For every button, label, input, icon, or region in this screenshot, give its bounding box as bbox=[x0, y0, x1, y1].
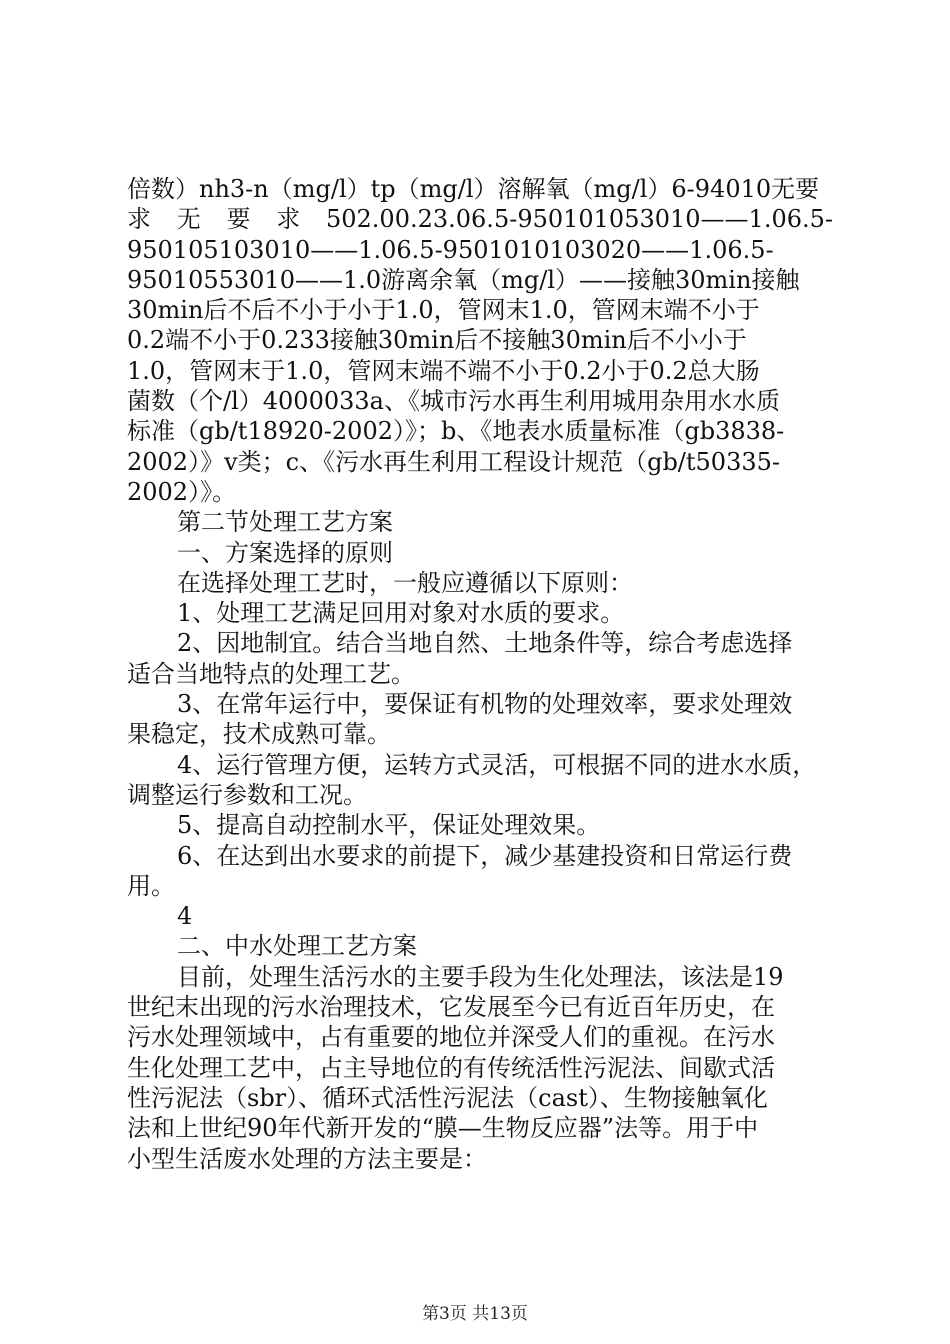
text-line: 1.0，管网末于1.0，管网末端不端不小于0.2小于0.2总大肠 bbox=[127, 356, 760, 385]
text-line: 950105103010——1.06.5-9501010103020——1.06.5- bbox=[127, 235, 774, 264]
text-line: 5、提高自动控制水平，保证处理效果。 bbox=[177, 811, 601, 840]
text-line: 二、中水处理工艺方案 bbox=[177, 932, 417, 961]
text-line: 小型生活废水处理的方法主要是： bbox=[127, 1144, 487, 1173]
text-line: 3、在常年运行中，要保证有机物的处理效率，要求处理效 bbox=[177, 690, 793, 719]
text-line: 适合当地特点的处理工艺。 bbox=[127, 659, 415, 688]
text-line: 污水处理领域中，占有重要的地位并深受人们的重视。在污水 bbox=[127, 1023, 775, 1052]
text-line: 第二节处理工艺方案 bbox=[177, 508, 393, 537]
text-line: 2、因地制宜。结合当地自然、土地条件等，综合考虑选择 bbox=[177, 629, 793, 658]
text-line: 1、处理工艺满足回用对象对水质的要求。 bbox=[177, 599, 625, 628]
text-line: 6、在达到出水要求的前提下，减少基建投资和日常运行费 bbox=[177, 841, 793, 870]
text-line: 倍数）nh3-n（mg/l）tp（mg/l）溶解氧（mg/l）6-94010无要 bbox=[127, 175, 820, 203]
text-line: 菌数（个/l）4000033a、《城市污水再生利用城用杂用水水质 bbox=[127, 387, 780, 416]
text-line: 法和上世纪90年代新开发的“膜—生物反应器”法等。用于中 bbox=[127, 1114, 759, 1143]
text-line: 求 无 要 求 502.00.23.06.5-950101053010——1.06.5- bbox=[127, 205, 833, 234]
text-line: 生化处理工艺中，占主导地位的有传统活性污泥法、间歇式活 bbox=[127, 1053, 775, 1082]
text-line: 果稳定，技术成熟可靠。 bbox=[127, 720, 391, 749]
text-line: 2002）》v类；c、《污水再生利用工程设计规范（gb/t50335- bbox=[127, 447, 780, 476]
text-line: 用。 bbox=[127, 871, 175, 900]
text-line: 4 bbox=[177, 902, 193, 931]
text-line: 2002）》。 bbox=[127, 477, 237, 506]
text-line: 0.2端不小于0.233接触30min后不接触30min后不小小于 bbox=[127, 326, 747, 355]
text-line: 世纪末出现的污水治理技术，它发展至今已有近百年历史，在 bbox=[127, 993, 775, 1022]
document-body bbox=[127, 174, 833, 1174]
text-line: 调整运行参数和工况。 bbox=[127, 780, 367, 809]
text-line: 在选择处理工艺时，一般应遵循以下原则： bbox=[177, 568, 633, 597]
text-line: 目前，处理生活污水的主要手段为生化处理法，该法是19 bbox=[177, 962, 784, 991]
text-line: 标准（gb/t18920-2002）》；b、《地表水质量标准（gb3838- bbox=[127, 417, 785, 446]
text-line: 一、方案选择的原则 bbox=[177, 538, 393, 567]
text-line: 95010553010——1.0游离余氧（mg/l）——接触30min接触 bbox=[127, 265, 800, 294]
text-line: 性污泥法（sbr）、循环式活性污泥法（cast）、生物接触氧化 bbox=[127, 1083, 768, 1112]
text-line: 4、运行管理方便，运转方式灵活，可根据不同的进水水质， bbox=[177, 750, 817, 779]
text-line: 30min后不后不小于小于1.0，管网末1.0，管网末端不小于 bbox=[127, 296, 760, 325]
page-footer: 第3页 共13页 bbox=[422, 1304, 528, 1324]
